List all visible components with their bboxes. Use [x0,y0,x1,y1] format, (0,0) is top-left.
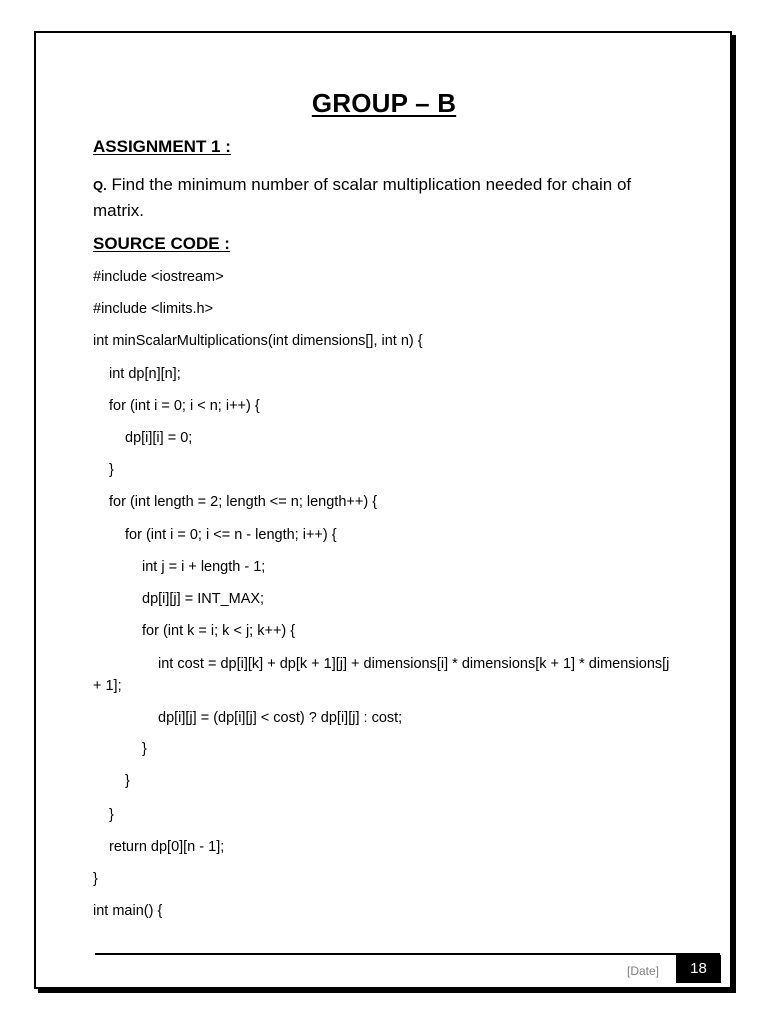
footer-date: [Date] [627,964,660,978]
code-line: } [93,871,98,887]
footer-rule [95,953,720,955]
code-line: dp[i][j] = (dp[i][j] < cost) ? dp[i][j] : cost; [158,710,403,726]
question-text: Find the minimum number of scalar multiplication needed for chain of matrix. [93,175,632,220]
code-line: #include <limits.h> [93,301,214,317]
code-line: int cost = dp[i][k] + dp[k + 1][j] + dimensions[i] * dimensions[k + 1] * dimensions[j + 1]; [93,656,670,694]
question [93,172,673,223]
code-line: } [142,741,147,757]
code-line: return dp[0][n - 1]; [109,839,225,855]
code-line: for (int length = 2; length <= n; length++) { [109,494,378,510]
source-code-heading: SOURCE CODE : [93,234,230,253]
code-line: int j = i + length - 1; [142,559,266,575]
code-line: int dp[n][n]; [109,366,181,382]
group-title: GROUP – B [311,88,457,118]
code-line: } [109,462,114,478]
code-line: } [109,807,114,823]
code-line: int main() { [93,903,163,919]
page-number: 18 [676,955,721,983]
question-label: Q. [93,178,107,193]
code-line: for (int i = 0; i < n; i++) { [109,398,260,414]
code-line: for (int k = i; k < j; k++) { [142,623,296,639]
code-line: for (int i = 0; i <= n - length; i++) { [125,527,337,543]
code-line: dp[i][i] = 0; [125,430,193,446]
code-line: dp[i][j] = INT_MAX; [142,591,265,607]
assignment-heading: ASSIGNMENT 1 : [93,137,231,156]
code-line: int minScalarMultiplications(int dimensions[], int n) { [93,333,423,349]
code-line: } [125,773,130,789]
code-line: #include <iostream> [93,269,224,285]
